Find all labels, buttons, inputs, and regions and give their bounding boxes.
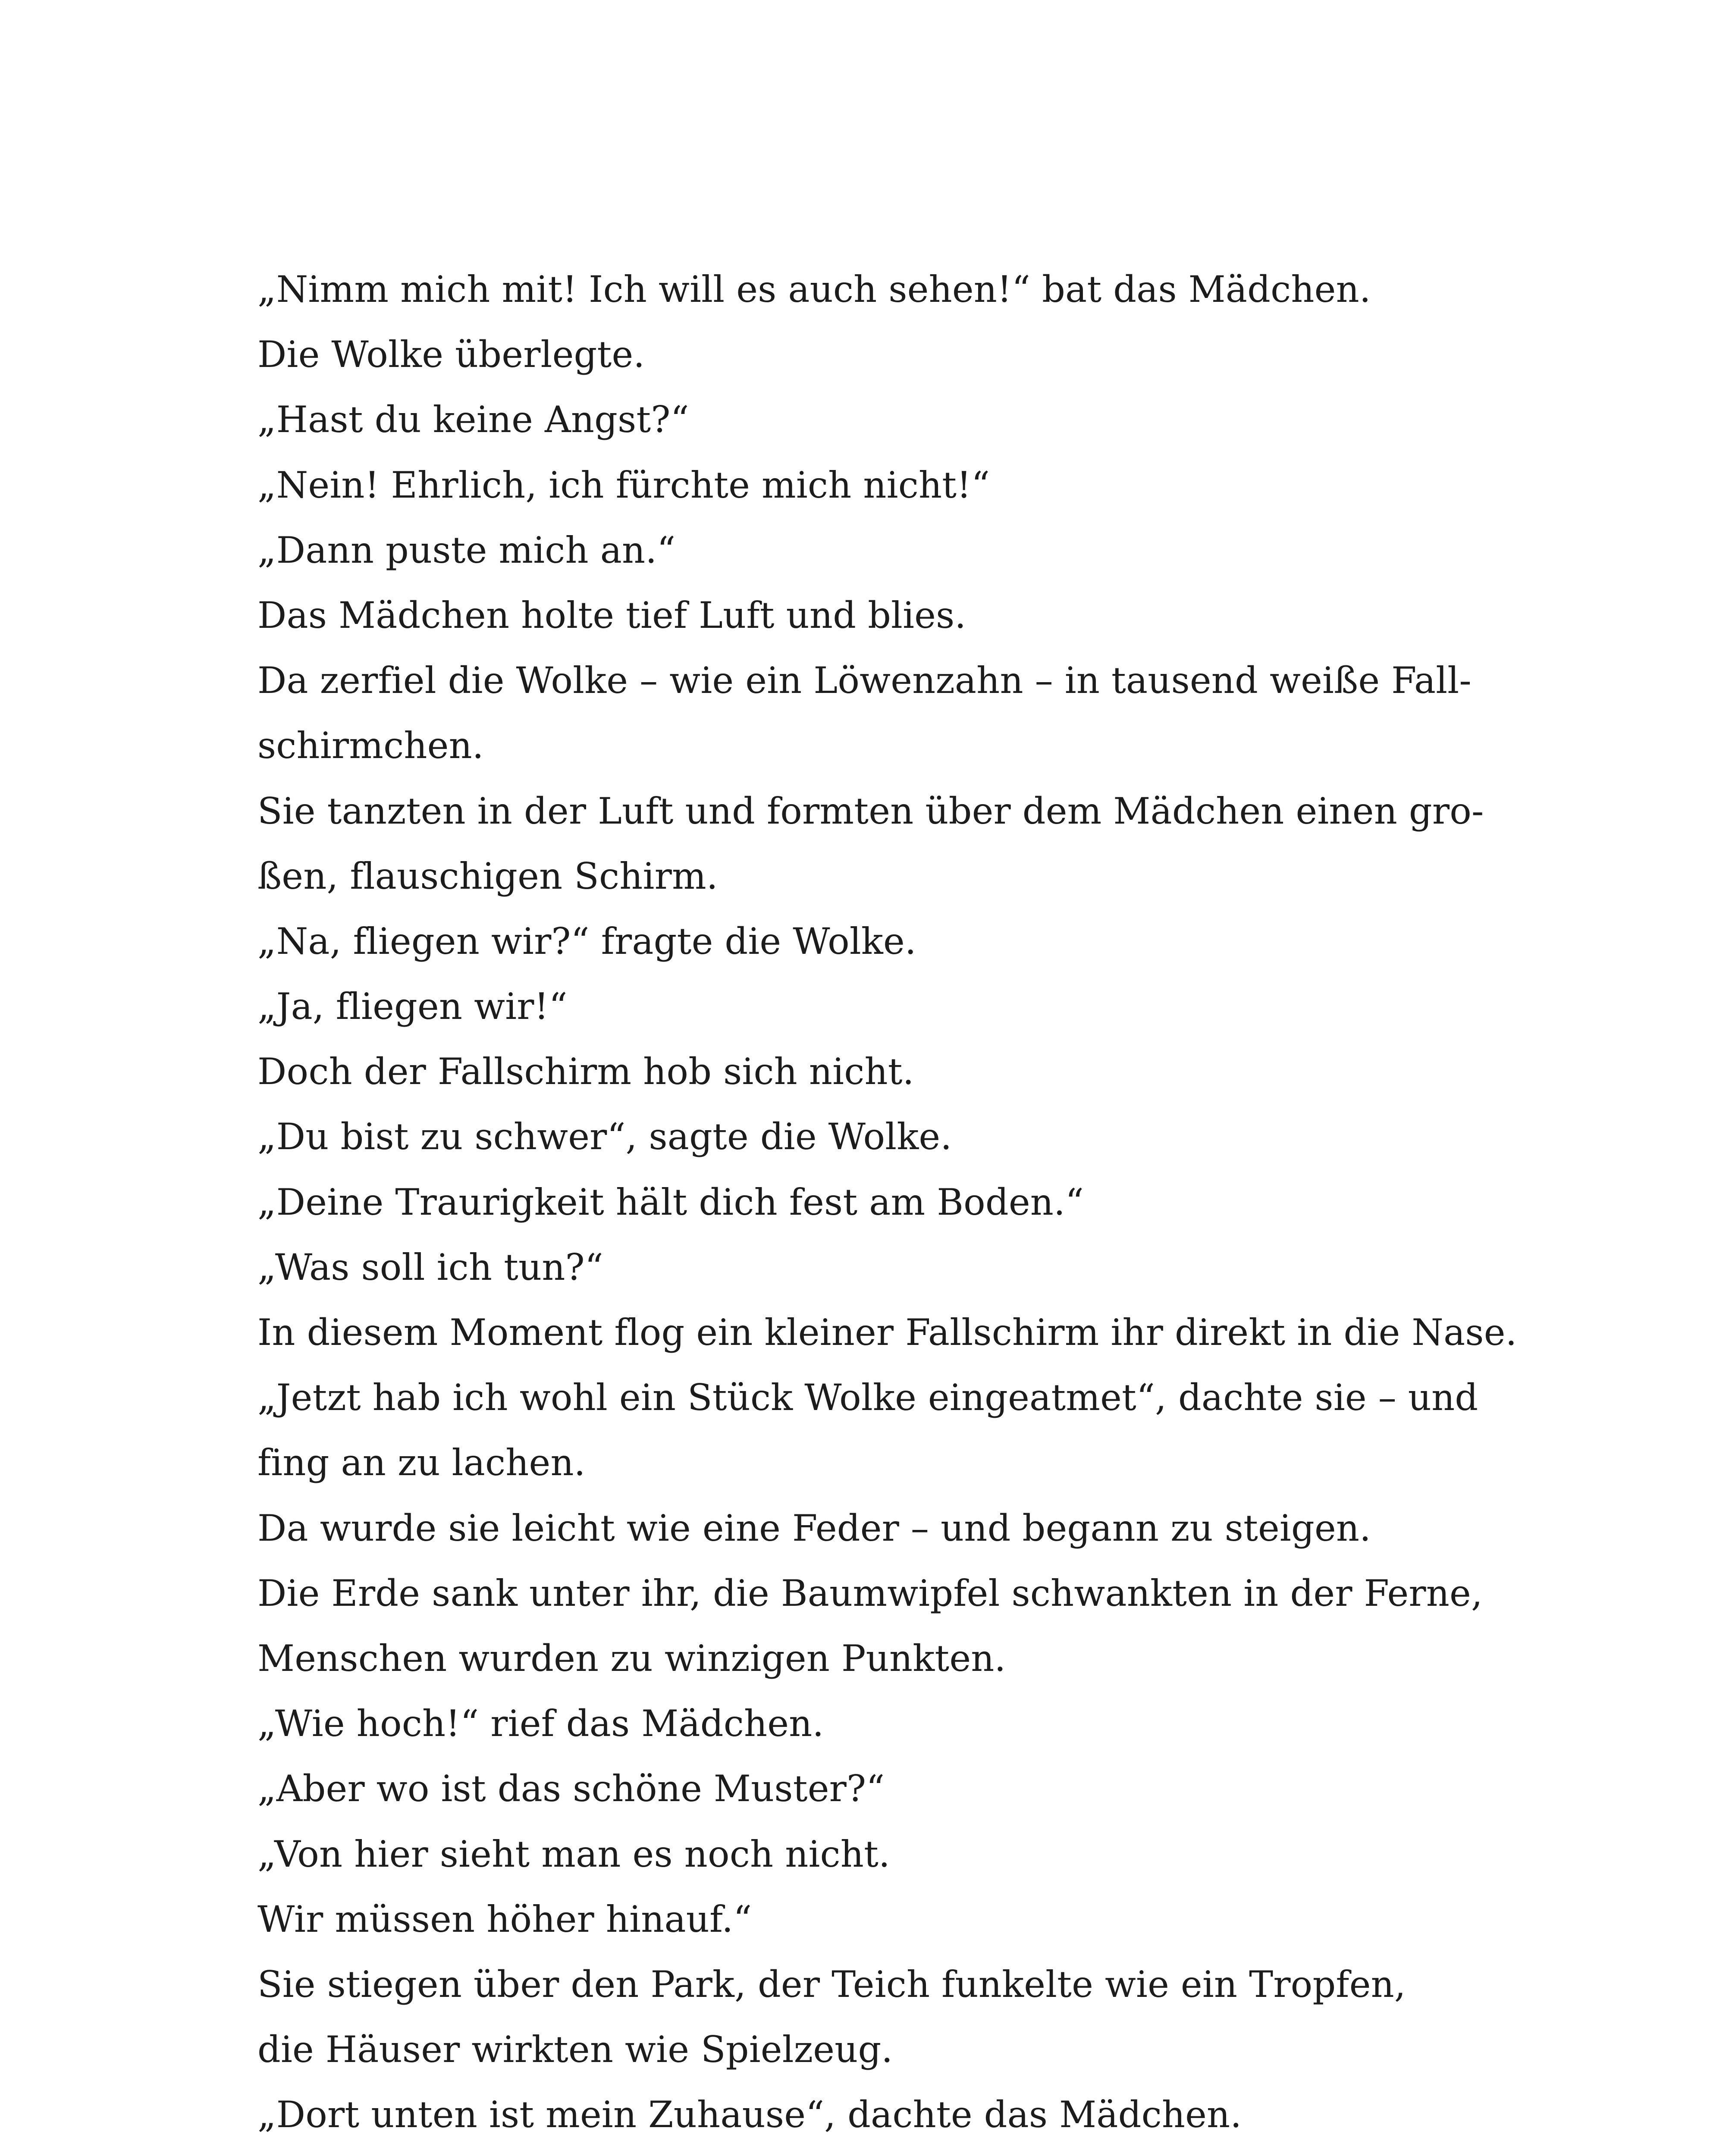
text-line: Menschen wurden zu winzigen Punkten. — [257, 1637, 1006, 1680]
text-line: „Was soll ich tun?“ — [257, 1246, 604, 1288]
text-line: Sie stiegen über den Park, der Teich funkelte wie ein Tropfen, — [257, 1963, 1406, 2006]
text-line: In diesem Moment flog ein kleiner Fallschirm ihr direkt in die Nase. — [257, 1311, 1517, 1354]
text-line: „Nein! Ehrlich, ich fürchte mich nicht!“ — [257, 464, 990, 506]
text-line: „Nimm mich mit! Ich will es auch sehen!“ bat das Mädchen. — [257, 268, 1371, 310]
text-line: „Ja, fliegen wir!“ — [257, 985, 568, 1028]
text-line: „Hast du keine Angst?“ — [257, 398, 689, 441]
text-line: ßen, flauschigen Schirm. — [257, 855, 718, 897]
text-line: Da zerfiel die Wolke – wie ein Löwenzahn – in tausend weiße Fall- — [257, 659, 1472, 702]
text-line: die Häuser wirkten wie Spielzeug. — [257, 2028, 893, 2071]
text-line: Die Erde sank unter ihr, die Baumwipfel schwankten in der Ferne, — [257, 1572, 1483, 1614]
text-line: fing an zu lachen. — [257, 1442, 586, 1484]
story-text — [257, 257, 1517, 2156]
text-line: „Deine Traurigkeit hält dich fest am Boden.“ — [257, 1181, 1084, 1223]
text-line: „Dann puste mich an.“ — [257, 529, 676, 571]
text-line: schirmchen. — [257, 724, 484, 767]
text-line — [257, 2147, 1500, 2156]
text-line: „Jetzt hab ich wohl ein Stück Wolke eingeatmet“, dachte sie – und — [257, 1376, 1478, 1419]
text-line: Die Wolke überlegte. — [257, 333, 645, 376]
text-line: Wir müssen höher hinauf.“ — [257, 1898, 752, 1940]
text-line: „Wie hoch!“ rief das Mädchen. — [257, 1702, 824, 1745]
text-line: Sie tanzten in der Luft und formten über dem Mädchen einen gro- — [257, 790, 1484, 832]
text-line: Da wurde sie leicht wie eine Feder – und begann zu steigen. — [257, 1507, 1371, 1549]
text-line: „Na, fliegen wir?“ fragte die Wolke. — [257, 920, 916, 962]
text-line: „Aber wo ist das schöne Muster?“ — [257, 1767, 885, 1810]
text-line: „Dort unten ist mein Zuhause“, dachte das Mädchen. — [257, 2093, 1242, 2136]
text-line: Das Mädchen holte tief Luft und blies. — [257, 594, 966, 636]
text-line: Doch der Fallschirm hob sich nicht. — [257, 1050, 914, 1093]
text-line: „Von hier sieht man es noch nicht. — [257, 1833, 890, 1875]
text-line: „Du bist zu schwer“, sagte die Wolke. — [257, 1116, 952, 1158]
